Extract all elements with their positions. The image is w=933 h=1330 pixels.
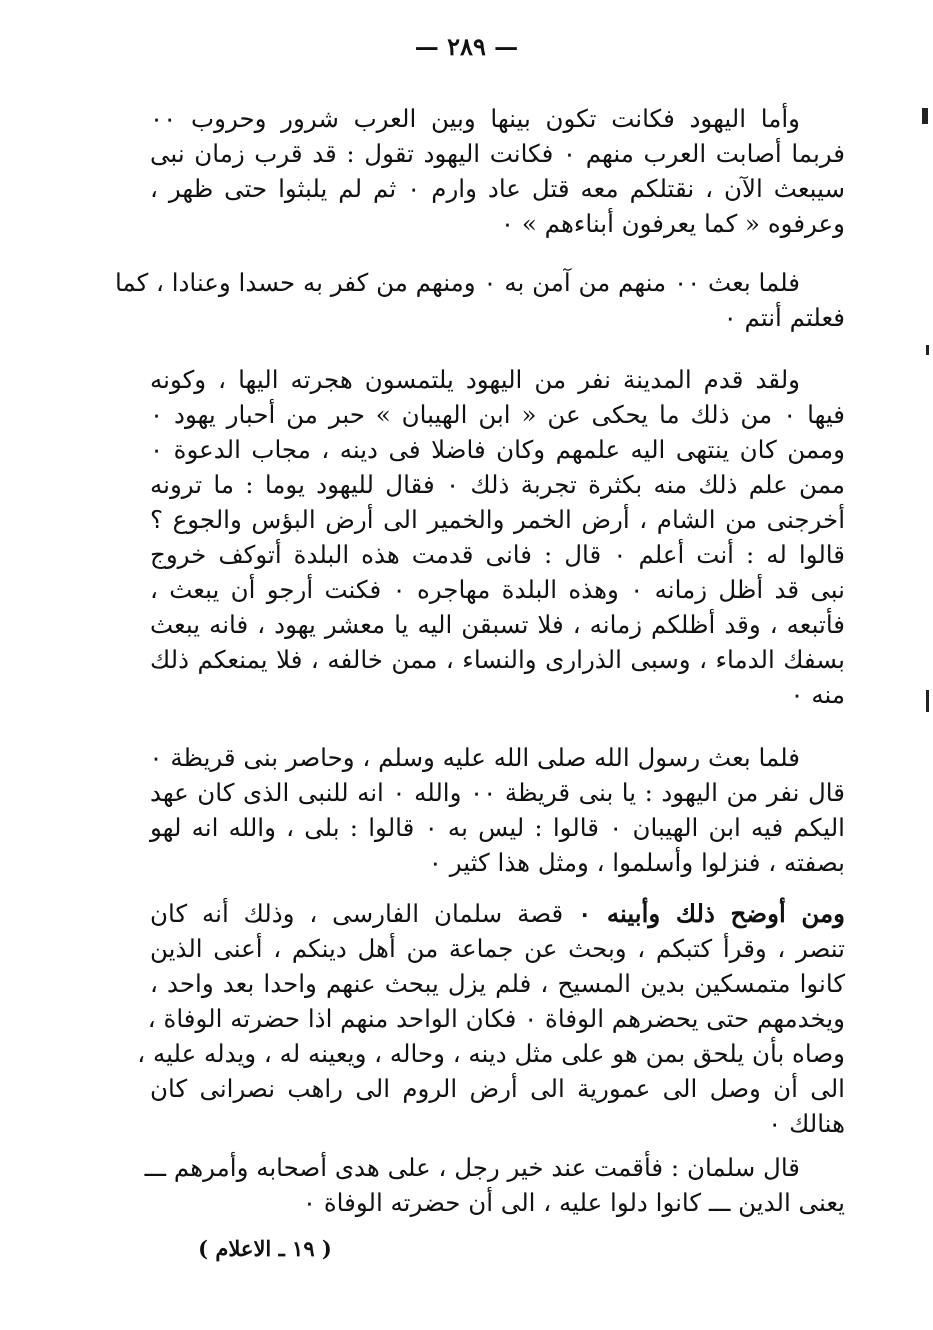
text-line: بصفته ، فنزلوا وأسلموا ، ومثل هذا كثير ٠	[428, 848, 845, 877]
text-line: بسفك الدماء ، وسبى الذرارى والنساء ، ممن خالفه ، فلا يمنعكم ذلك	[150, 645, 845, 674]
text-line: وعرفوه « كما يعرفون أبناءهم » ٠	[500, 209, 845, 238]
text-line: هنالك ٠	[768, 1109, 845, 1138]
paragraph-1	[150, 101, 845, 241]
margin-mark	[922, 108, 928, 124]
margin-mark	[926, 345, 929, 355]
text-line: فعلتم أنتم ٠	[723, 303, 845, 332]
page-number: — ٢٨٩ —	[414, 32, 519, 61]
text-line: سيبعث الآن ، نقتلكم معه قتل عاد وارم ٠ ثم لم يلبثوا حتى ظهر ،	[150, 174, 845, 203]
text-line: تنصر ، وقرأ كتبكم ، وبحث عن جماعة من أهل دينكم ، أعنى الذين	[150, 934, 845, 963]
text-line: منه ٠	[790, 680, 845, 709]
text-line: يعنى الدين ـــ كانوا دلوا عليه ، الى أن حضرته الوفاة ٠	[302, 1188, 845, 1217]
text-line: ويخدمهم حتى يحضرهم الوفاة ٠ فكان الواحد منهم اذا حضرته الوفاة ،	[147, 1004, 845, 1033]
lead-line-rest: قصة سلمان الفارسى ، وذلك أنه كان	[150, 899, 579, 928]
text-line: اليكم فيه ابن الهيبان ٠ قالوا : ليس به ٠ قالوا : بلى ، والله انه لهو	[150, 813, 845, 842]
paragraph-3	[150, 362, 845, 712]
text-line: وممن كان ينتهى اليه علمهم وكان فاضلا فى دينه ، مجاب الدعوة ٠	[150, 435, 845, 464]
text-line: فأتبعه ، وقد أظلكم زمانه ، فلا تسبقن اليه يا معشر يهود ، فانه يبعث	[150, 610, 845, 639]
text-line: وصاه بأن يلحق بمن هو على مثل دينه ، وحاله ، ويعينه له ، ويدله عليه ،	[137, 1039, 845, 1068]
text-line: ولقد قدم المدينة نفر من اليهود يلتمسون هجرته اليها ، وكونه	[150, 365, 800, 394]
text-line: ممن علم ذلك منه بكثرة تجربة ذلك ٠ فقال لليهود يوما : ما ترونه	[150, 470, 845, 499]
text-line: وأما اليهود فكانت تكون بينها وبين العرب شرور وحروب ٠٠	[150, 104, 800, 133]
paragraph-2	[114, 265, 845, 335]
text-line: الى أن وصل الى عمورية الى أرض الروم الى راهب نصرانى كان	[150, 1074, 845, 1103]
text-line: فربما أصابت العرب منهم ٠ فكانت اليهود تقول : قد قرب زمان نبى	[150, 139, 845, 168]
paragraph-6	[144, 1150, 845, 1220]
text-line: نبى قد أظل زمانه ٠ وهذه البلدة مهاجره ٠ فكنت أرجو أن يبعث ،	[150, 575, 846, 604]
paragraph-5	[137, 896, 845, 1141]
text-line: فلما بعث رسول الله صلى الله عليه وسلم ، وحاصر بنى قريظة ٠	[149, 743, 800, 772]
margin-mark	[926, 690, 929, 712]
signature-mark: ( ١٩ ـ الاعلام )	[198, 1236, 332, 1261]
text-line: قال نفر من اليهود : يا بنى قريظة ٠٠ والله ٠ انه للنبى الذى كان عهد	[150, 778, 845, 807]
text-line: فيها ٠ من ذلك ما يحكى عن « ابن الهيبان » حبر من أحبار يهود ٠	[150, 400, 846, 429]
text-line: كانوا متمسكين بدين المسيح ، فلم يزل يبحث عنهم واحدا بعد واحد ،	[150, 969, 845, 998]
text-line: قالوا له : أنت أعلم ٠ قال : فانى قدمت هذه البلدة أتوكف خروج	[150, 540, 845, 569]
paragraph-4	[150, 740, 845, 880]
text-line: قال سلمان : فأقمت عند خير رجل ، على هدى أصحابه وأمرهم ـــ	[144, 1153, 800, 1182]
text-line: أخرجنى من الشام ، أرض الخمر والخمير الى أرض البؤس والجوع ؟	[150, 505, 845, 534]
bold-lead-phrase: ومن أوضح ذلك وأبينه ٠	[578, 899, 845, 928]
text-line	[150, 896, 845, 931]
text-line: فلما بعث ٠٠ منهم من آمن به ٠ ومنهم من كفر به حسدا وعنادا ، كما	[114, 268, 800, 297]
